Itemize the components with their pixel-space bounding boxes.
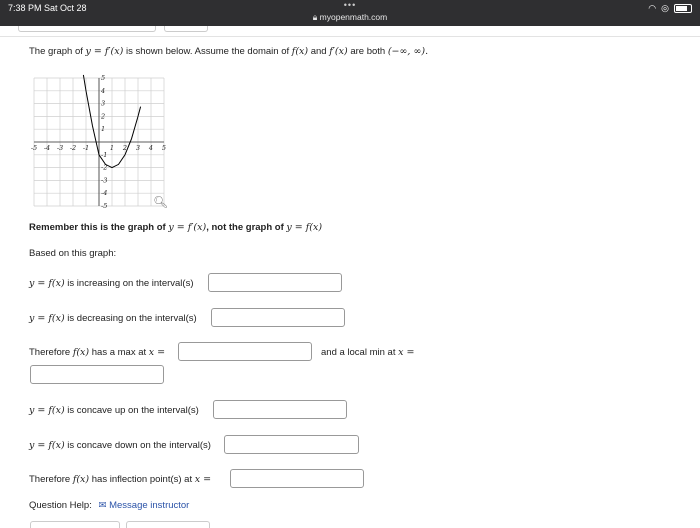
reminder-math-f: y = f(x)	[286, 222, 323, 233]
row-math: y = f(x)	[29, 440, 65, 451]
x-tick-label: 2	[122, 144, 128, 152]
x-tick-label: -5	[30, 144, 38, 152]
divider	[0, 36, 700, 37]
row-eq: x =	[194, 474, 212, 485]
intro-math-fp: y = f′(x)	[85, 46, 124, 57]
intro-domain: (−∞, ∞).	[387, 46, 429, 57]
row-text: is decreasing on the interval(s)	[67, 313, 197, 324]
status-icons	[648, 3, 692, 14]
rotation-lock-icon: ◎	[661, 3, 669, 13]
x-tick-label: 5	[161, 144, 167, 152]
lock-icon: 🔒︎	[312, 12, 318, 22]
tab-dots[interactable]: •••	[343, 0, 357, 10]
question-intro	[29, 46, 428, 57]
y-tick-label: -2	[101, 163, 108, 172]
status-time: 7:38 PM Sat Oct 28	[8, 3, 87, 13]
reminder-part-a: Remember this is the graph of	[29, 222, 166, 233]
intro-text-4: are both	[350, 46, 386, 57]
row-math: y = f(x)	[29, 313, 65, 324]
increasing-interval-input[interactable]	[208, 273, 342, 292]
row-pre: Therefore	[29, 474, 71, 485]
derivative-graph	[28, 72, 170, 212]
x-tick-label: -2	[69, 144, 77, 152]
inflection-x-input[interactable]	[230, 469, 364, 488]
status-bar	[0, 0, 700, 26]
row-text: is concave down on the interval(s)	[67, 440, 211, 451]
row-math: f(x)	[72, 474, 90, 485]
message-instructor-label: Message instructor	[109, 500, 190, 511]
concave-down-interval-input[interactable]	[224, 435, 359, 454]
y-tick-label: -5	[101, 202, 108, 210]
row-math: y = f(x)	[29, 278, 65, 289]
decreasing-label	[29, 313, 197, 324]
reminder-text	[29, 222, 322, 233]
y-tick-label: 5	[101, 74, 106, 82]
intro-text: The graph of	[29, 46, 83, 57]
wifi-icon: ◠	[648, 3, 657, 13]
y-tick-label: 4	[101, 86, 106, 95]
row-text: has inflection point(s) at	[91, 474, 193, 485]
increasing-label	[29, 278, 194, 289]
row-math: f(x)	[72, 347, 90, 358]
reminder-math-fp: y = f′(x)	[168, 222, 207, 233]
message-instructor-link[interactable]	[98, 500, 189, 511]
intro-text-2: is shown below. Assume the domain of	[125, 46, 290, 57]
concave-up-interval-input[interactable]	[213, 400, 347, 419]
y-tick-label: 2	[101, 112, 106, 121]
row-eq2: x =	[398, 347, 415, 358]
x-tick-label: 1	[109, 144, 115, 152]
intro-math-f: f(x)	[291, 46, 309, 57]
max-x-input[interactable]	[178, 342, 312, 361]
mail-icon: ✉︎	[98, 500, 107, 511]
question-help	[29, 500, 189, 511]
url-bar[interactable]	[0, 12, 700, 23]
concave-down-label	[29, 440, 211, 451]
battery-icon	[674, 4, 692, 13]
x-tick-label: -1	[82, 144, 90, 152]
y-tick-label: -4	[101, 189, 108, 198]
y-tick-label: 3	[101, 99, 106, 108]
previous-button-fragment-2[interactable]	[164, 26, 208, 32]
decreasing-interval-input[interactable]	[211, 308, 345, 327]
x-tick-label: -4	[43, 144, 51, 152]
row-text: is concave up on the interval(s)	[67, 405, 199, 416]
y-tick-label: -1	[101, 150, 108, 159]
y-tick-label: -3	[101, 176, 108, 185]
help-label: Question Help:	[29, 500, 92, 511]
concave-up-label	[29, 405, 199, 416]
previous-button-fragment[interactable]	[18, 26, 156, 32]
y-tick-label: 1	[101, 125, 106, 134]
x-tick-label: 3	[135, 144, 141, 152]
intro-text-3: and	[310, 46, 327, 57]
row-and-text: and a local min at	[321, 347, 396, 358]
local-min-x-input[interactable]	[30, 365, 164, 384]
local-min-label	[321, 347, 414, 358]
row-text: is increasing on the interval(s)	[67, 278, 194, 289]
based-on-text: Based on this graph:	[29, 248, 117, 259]
inflection-label	[29, 474, 211, 485]
max-label	[29, 347, 165, 358]
row-text: has a max at	[91, 347, 147, 358]
row-eq: x =	[148, 347, 166, 358]
intro-math-fp2: f′(x)	[329, 46, 348, 57]
url-text: myopenmath.com	[319, 12, 388, 22]
x-tick-label: 4	[148, 144, 154, 152]
magnifier-icon[interactable]: 🔍︎	[153, 195, 169, 209]
x-tick-label: -3	[56, 144, 64, 152]
row-math: y = f(x)	[29, 405, 65, 416]
reminder-part-b: , not the graph of	[206, 222, 284, 233]
row-pre: Therefore	[29, 347, 71, 358]
